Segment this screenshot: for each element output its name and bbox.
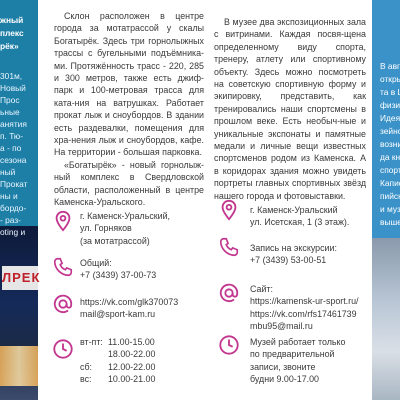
schedule-hours: 11.00-15.00 xyxy=(108,337,155,347)
museum-phone xyxy=(250,242,337,267)
left-body-line: ьные xyxy=(0,107,20,117)
phone-number[interactable]: +7 (3439) 53-00-51 xyxy=(250,255,327,266)
ski-lodge-photo xyxy=(0,226,41,400)
schedule-hours: 18.00-22.00 xyxy=(108,349,156,360)
ski-phone xyxy=(80,257,156,282)
far-right-line: открыт xyxy=(380,74,407,84)
note-line: Музей работает только xyxy=(250,337,346,347)
museum-panel xyxy=(206,0,372,400)
left-body-line: oting и xyxy=(0,227,26,237)
museum-paragraph: В музее два экспозиционных зала с витринами. Каждая посвя-щена определенному виду спорта, тренеру, атлету или спортивному объекту. Здесь можно посмотреть на советскую спортивную форму и экипировку, представить, как тренировались наши спортсмены в прошлом веке. Есть необыч-ные и уникальные экспонаты и памятные медали и личные вещи известных спортсменов родом из Каменска. А в коридорах здания можно увидеть портреты главных спортивных звёзд нашего города и фотовыставки. xyxy=(214,17,366,201)
schedule-row xyxy=(80,373,155,385)
schedule-day: вт-пт: xyxy=(80,337,103,347)
left-body-line: ны и xyxy=(0,191,18,201)
far-right-line: физиче xyxy=(380,100,410,110)
left-body-line: Новый xyxy=(0,83,26,93)
museum-web xyxy=(250,283,359,333)
phone-label: Запись на экскурсии: xyxy=(250,243,337,253)
left-body-line: ный xyxy=(0,167,16,177)
museum-hours-note xyxy=(250,336,345,386)
note-line: будни 9.00-17.00 xyxy=(250,374,319,385)
note-line: записи, звоните xyxy=(250,361,316,372)
location-pin-icon xyxy=(218,199,240,221)
far-right-line: Идея xyxy=(380,113,401,123)
ski-paragraph-1: Склон расположен в центре города за мотатрассой у скалы Богатырёк. Здесь три горнолыжных трассы с бугельными подъёмника-ми. Протяжённость трасс - 220, 285 и 300 метров, также есть джиф-парк и 100-метровая трасса для ката-ния на ватрушках. Работает прокат лыж и сноубордов. В здании есть раздевалки, помещения для хра-нения лыж и сноубордов, кафе. На территории - большая парковка. xyxy=(54,11,204,158)
left-body-line: - раз- xyxy=(0,215,21,225)
left-body-line: а - по xyxy=(0,143,22,153)
left-body-line: Прос xyxy=(0,95,20,105)
schedule-row xyxy=(80,336,155,348)
address-line: г. Каменск-Уральский xyxy=(250,205,338,215)
phone-number[interactable]: +7 (3439) 37-00-73 xyxy=(80,270,157,281)
far-right-line: да кни xyxy=(380,152,405,162)
at-sign-icon xyxy=(52,293,74,315)
clock-icon xyxy=(218,334,240,356)
schedule-row xyxy=(80,348,155,360)
left-body-line: Прокат xyxy=(0,179,28,189)
at-sign-icon xyxy=(218,282,240,304)
museum-description xyxy=(214,16,366,202)
far-right-line: та в Це xyxy=(380,87,409,97)
vk-link[interactable]: https://vk.com/glk370073 xyxy=(80,297,179,307)
ski-web xyxy=(80,296,178,321)
museum-address xyxy=(250,204,349,229)
left-body-line: анятия xyxy=(0,119,27,129)
ski-description xyxy=(54,10,204,209)
site-label: Сайт: xyxy=(250,284,273,294)
lodge-lights xyxy=(0,346,38,386)
far-right-line: пийские xyxy=(380,191,412,201)
note-line: по предварительной xyxy=(250,349,335,360)
schedule-day: вс: xyxy=(80,374,92,385)
far-right-line: спорте xyxy=(380,165,407,175)
lodge-sign: ЛРЕК xyxy=(2,266,38,290)
far-right-line: и музе xyxy=(380,204,406,214)
address-line: (за мотатрассой) xyxy=(80,235,150,246)
ski-paragraph-2: «Богатырёк» - новый горнолыж-ный комплекс в Свердловской области, расположенный в центре Каменска-Уральского. xyxy=(54,159,204,208)
schedule-day: сб: xyxy=(80,361,92,372)
far-right-line: зейног xyxy=(380,126,406,136)
phone-icon xyxy=(218,236,240,258)
schedule-row xyxy=(80,361,155,373)
ski-schedule xyxy=(80,336,155,386)
left-panel xyxy=(0,0,41,400)
schedule-hours: 12.00-22.00 xyxy=(108,361,156,372)
ski-complex-panel xyxy=(38,0,206,400)
schedule-hours: 10.00-21.00 xyxy=(108,374,156,385)
left-body-line: п. Тю- xyxy=(0,131,24,141)
phone-label: Общий: xyxy=(80,258,112,268)
address-line: ул. Горняков xyxy=(80,223,132,234)
address-line: г. Каменск-Уральский, xyxy=(80,211,171,221)
museum-photo xyxy=(372,238,400,400)
address-line: ул. Исетская, 1 (3 этаж). xyxy=(250,217,350,228)
far-right-line: Каписты xyxy=(380,178,413,188)
ski-address xyxy=(80,210,170,247)
far-right-line: возник xyxy=(380,139,406,149)
left-body-line: 301м, xyxy=(0,71,23,81)
email-link[interactable]: mbu95@mail.ru xyxy=(250,321,313,332)
far-right-panel xyxy=(372,0,413,400)
email-link[interactable]: mail@sport-kam.ru xyxy=(80,309,156,320)
far-right-line: выше, xyxy=(380,217,405,227)
left-title-line: рёк» xyxy=(0,41,19,51)
phone-icon xyxy=(52,256,74,278)
left-body-line: бордо- xyxy=(0,203,27,213)
left-title-line: плекс xyxy=(0,28,24,38)
left-title-line: жный xyxy=(0,15,24,25)
far-right-line: В авг xyxy=(380,61,401,71)
left-body-line: сезона xyxy=(0,155,27,165)
clock-icon xyxy=(52,338,74,360)
vk-link[interactable]: https://vk.com/rfs17461739 xyxy=(250,308,357,319)
site-link[interactable]: https://kamensk-ur-sport.ru/ xyxy=(250,296,359,307)
